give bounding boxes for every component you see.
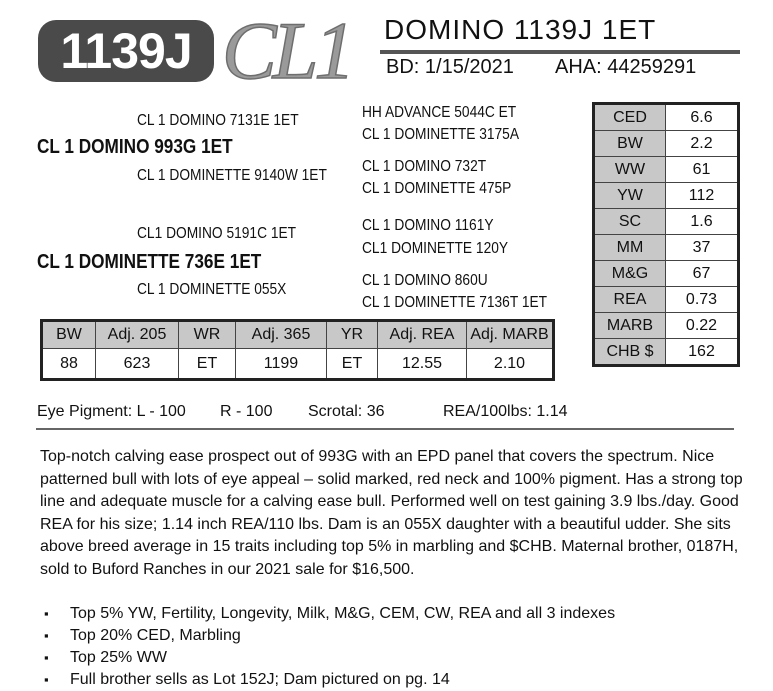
performance-header: WR	[179, 321, 236, 349]
performance-value: 2.10	[467, 349, 554, 380]
performance-header: Adj. MARB	[467, 321, 554, 349]
epd-value: 37	[666, 235, 739, 261]
epd-label: WW	[594, 157, 666, 183]
pedigree-dsd: CL1 DOMINETTE 120Y	[362, 240, 509, 257]
performance-table	[40, 319, 555, 381]
performance-header: YR	[327, 321, 378, 349]
pedigree-sss: HH ADVANCE 5044C ET	[362, 104, 517, 121]
pedigree-sire: CL 1 DOMINO 993G 1ET	[37, 136, 233, 158]
performance-header: BW	[42, 321, 96, 349]
epd-row	[594, 235, 739, 261]
list-item-text: Full brother sells as Lot 152J; Dam pictured on pg. 14	[70, 671, 450, 688]
performance-header-row	[42, 321, 554, 349]
epd-row	[594, 287, 739, 313]
epd-row	[594, 104, 739, 131]
epd-row	[594, 339, 739, 366]
list-item	[44, 625, 615, 647]
bullet-icon: ▪	[44, 672, 49, 687]
pedigree-sdd: CL 1 DOMINETTE 475P	[362, 180, 512, 197]
rea-per-100lbs: REA/100lbs: 1.14	[443, 403, 568, 420]
performance-value: 12.55	[378, 349, 467, 380]
performance-header: Adj. 205	[96, 321, 179, 349]
cl1-logo	[218, 6, 368, 88]
epd-label: CED	[594, 104, 666, 131]
pedigree-dam: CL 1 DOMINETTE 736E 1ET	[37, 251, 262, 273]
epd-value: 112	[666, 183, 739, 209]
epd-table	[592, 102, 740, 367]
pedigree-dss: CL 1 DOMINO 1161Y	[362, 217, 494, 234]
performance-value: 88	[42, 349, 96, 380]
scrotal-measure: Scrotal: 36	[308, 403, 385, 420]
pedigree-ddd: CL 1 DOMINETTE 7136T 1ET	[362, 294, 548, 311]
birth-date: BD: 1/15/2021	[386, 56, 514, 78]
performance-value: 623	[96, 349, 179, 380]
performance-value-row	[42, 349, 554, 380]
epd-value: 0.73	[666, 287, 739, 313]
performance-value: 1199	[236, 349, 327, 380]
list-item	[44, 669, 615, 691]
epd-label: REA	[594, 287, 666, 313]
pedigree-ssd: CL 1 DOMINETTE 3175A	[362, 126, 520, 143]
registration-number: AHA: 44259291	[555, 56, 697, 78]
list-item-text: Top 5% YW, Fertility, Longevity, Milk, M&G, CEM, CW, REA and all 3 indexes	[70, 605, 616, 622]
epd-value: 162	[666, 339, 739, 366]
list-item-text: Top 25% WW	[70, 649, 167, 666]
epd-label: CHB $	[594, 339, 666, 366]
epd-row	[594, 183, 739, 209]
eye-pigment-right: R - 100	[220, 403, 273, 420]
epd-label: MM	[594, 235, 666, 261]
epd-value: 2.2	[666, 131, 739, 157]
performance-value: ET	[327, 349, 378, 380]
pedigree-dam-dam: CL 1 DOMINETTE 055X	[137, 281, 287, 298]
epd-label: BW	[594, 131, 666, 157]
list-item	[44, 603, 615, 625]
epd-row	[594, 157, 739, 183]
performance-header: Adj. 365	[236, 321, 327, 349]
eye-pigment-left: Eye Pigment: L - 100	[37, 403, 186, 420]
epd-value: 67	[666, 261, 739, 287]
epd-row	[594, 261, 739, 287]
epd-label: YW	[594, 183, 666, 209]
lot-number-badge: 1139J	[38, 20, 214, 82]
epd-row	[594, 209, 739, 235]
pedigree-sire-dam: CL 1 DOMINETTE 9140W 1ET	[137, 167, 327, 184]
pedigree-sds: CL 1 DOMINO 732T	[362, 158, 487, 175]
list-item-text: Top 20% CED, Marbling	[70, 627, 241, 644]
bull-name: DOMINO 1139J 1ET	[384, 14, 657, 45]
pedigree-dds: CL 1 DOMINO 860U	[362, 272, 488, 289]
pedigree-sire-sire: CL 1 DOMINO 7131E 1ET	[137, 112, 299, 129]
stats-divider	[36, 428, 734, 430]
epd-value: 0.22	[666, 313, 739, 339]
epd-label: MARB	[594, 313, 666, 339]
epd-row	[594, 313, 739, 339]
bullet-icon: ▪	[44, 628, 49, 643]
cl1-logo-text: CL1	[222, 6, 352, 88]
epd-row	[594, 131, 739, 157]
epd-value: 61	[666, 157, 739, 183]
epd-label: M&G	[594, 261, 666, 287]
performance-value: ET	[179, 349, 236, 380]
highlight-list	[44, 603, 615, 691]
epd-value: 6.6	[666, 104, 739, 131]
bullet-icon: ▪	[44, 650, 49, 665]
list-item	[44, 647, 615, 669]
performance-header: Adj. REA	[378, 321, 467, 349]
pedigree-dam-sire: CL1 DOMINO 5191C 1ET	[137, 225, 297, 242]
epd-label: SC	[594, 209, 666, 235]
bull-description: Top-notch calving ease prospect out of 993G with an EPD panel that covers the spectrum. Nice patterned bull with lots of eye appeal – solid marked, red neck and 100% pigment. Has a strong top line and adequate muscle for a calving ease bull. Performed well on test gaining 3.9 lbs./day. Good REA for his size; 1.14 inch REA/110 lbs. Dam is an 055X daughter with a beautiful udder. She sits above breed average in 15 traits including top 5% in marbling and $CHB. Maternal brother, 0187H, sold to Buford Ranches in our 2021 sale for $16,500.	[40, 448, 743, 578]
epd-value: 1.6	[666, 209, 739, 235]
bullet-icon: ▪	[44, 606, 49, 621]
title-divider	[380, 50, 740, 54]
